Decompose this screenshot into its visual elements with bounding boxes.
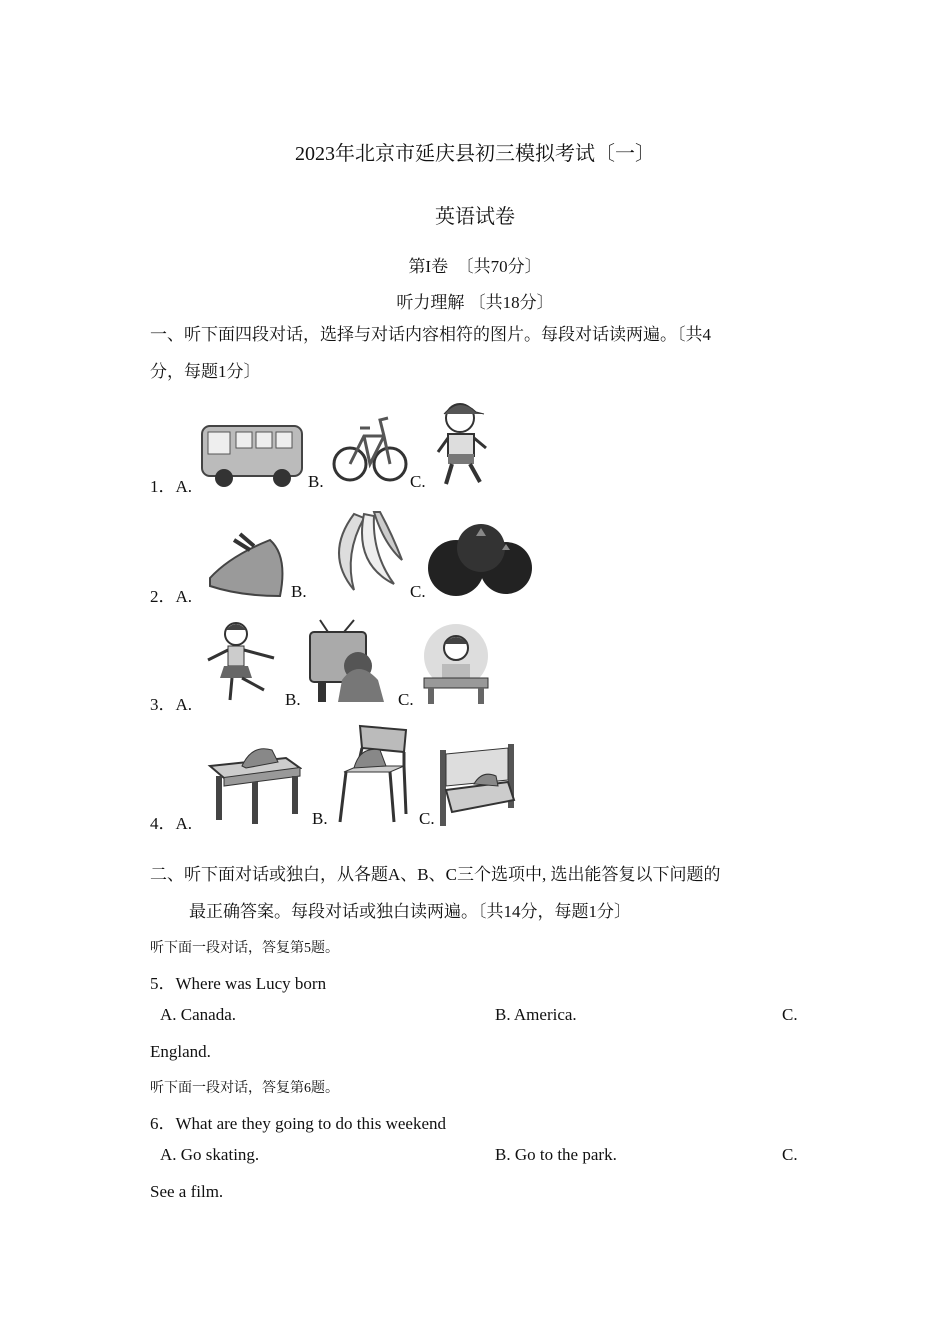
- q5-option-c-text: England.: [150, 1042, 211, 1061]
- part1-instruction-line2: 分，每题1分〕: [150, 362, 261, 381]
- q3-label-a: 3．A.: [150, 695, 193, 714]
- q5-option-a: A. Canada.: [160, 1005, 237, 1024]
- q1-label-c: C.: [410, 472, 426, 491]
- q4-label-a: 4．A.: [150, 814, 193, 833]
- q6-option-c-text: See a film.: [150, 1182, 224, 1201]
- q6-option-a: A. Go skating.: [160, 1145, 260, 1164]
- q1-label-b: B.: [308, 472, 324, 491]
- bicycle-icon: [332, 404, 408, 488]
- part1-instruction-line1: 一、听下面四段对话，选择与对话内容相符的图片。每段对话读两遍。〔共4: [150, 325, 711, 344]
- bag-on-chair-icon: [334, 722, 412, 826]
- banana-icon: [314, 504, 406, 596]
- exam-subtitle: 英语试卷: [435, 206, 515, 228]
- part2-instruction-line2: 最正确答案。每段对话或独白读两遍。〔共14分，每题1分〕: [189, 902, 631, 921]
- q3-label-b: B.: [285, 690, 301, 709]
- q1-label-a: 1．A.: [150, 477, 193, 496]
- bus-icon: [198, 418, 306, 490]
- q5-intro: 听下面一段对话，答复第5题。: [150, 941, 339, 956]
- q3-label-c: C.: [398, 690, 414, 709]
- part2-instruction-line1: 二、听下面对话或独白，从各题A、B、C三个选项中, 选出能答复以下问题的: [150, 865, 721, 884]
- exam-title: 2023年北京市延庆县初三模拟考试〔一〕: [295, 143, 655, 165]
- carrot-icon: [200, 526, 290, 598]
- watching-tv-icon: [304, 618, 396, 706]
- q2-label-b: B.: [291, 582, 307, 601]
- q5-option-c: C.: [782, 1005, 798, 1024]
- q6-option-b: B. Go to the park.: [495, 1145, 617, 1164]
- walking-boy-icon: [430, 396, 502, 490]
- bag-on-bed-icon: [438, 740, 518, 826]
- q4-label-c: C.: [419, 809, 435, 828]
- q6-option-c: C.: [782, 1145, 798, 1164]
- q2-label-c: C.: [410, 582, 426, 601]
- q2-label-a: 2．A.: [150, 587, 193, 606]
- q6-intro: 听下面一段对话，答复第6题。: [150, 1081, 339, 1096]
- q6-question: 6．What are they going to do this weekend: [150, 1114, 447, 1133]
- dancing-girl-icon: [204, 618, 278, 704]
- section-heading: 听力理解 〔共18分〕: [396, 293, 554, 312]
- q4-label-b: B.: [312, 809, 328, 828]
- tomato-icon: [426, 522, 536, 598]
- volume-heading: 第I卷 〔共70分〕: [408, 257, 542, 276]
- reading-girl-icon: [416, 620, 494, 706]
- bag-on-table-icon: [206, 738, 302, 826]
- q5-question: 5．Where was Lucy born: [150, 974, 327, 993]
- q5-option-b: B. America.: [495, 1005, 577, 1024]
